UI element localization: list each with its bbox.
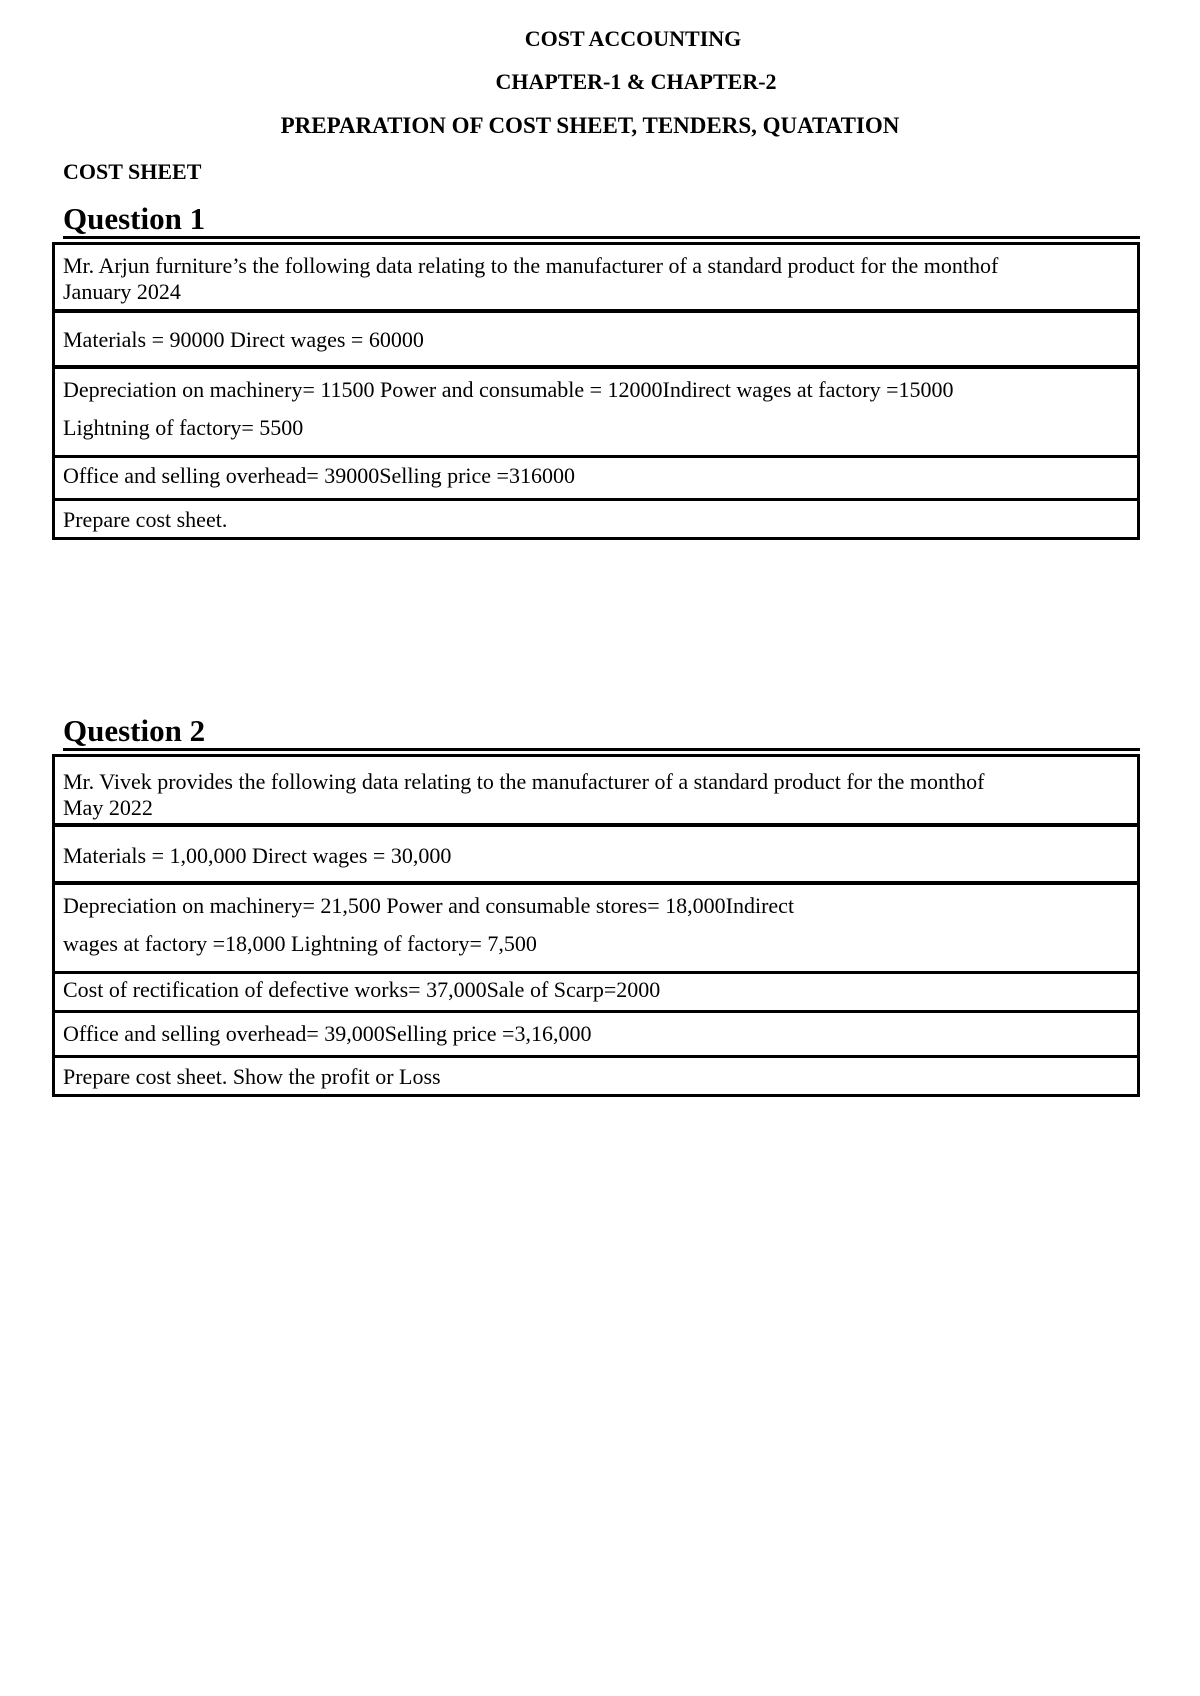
table-row xyxy=(55,501,1137,537)
cell-line: wages at factory =18,000 Lightning of factory= 7,500 xyxy=(63,931,537,956)
table-row xyxy=(55,245,1137,313)
table-row xyxy=(55,1058,1137,1094)
table-row xyxy=(55,369,1137,458)
cell-line: Mr. Arjun furniture’s the following data relating to the manufacturer of a standard product for the monthof xyxy=(63,253,999,278)
section-label: COST SHEET xyxy=(63,159,202,184)
table-row xyxy=(55,974,1137,1013)
cell-line: May 2022 xyxy=(63,795,153,820)
question-1-heading: Question 1 xyxy=(63,202,1140,239)
table-row xyxy=(55,313,1137,369)
topic-subtitle: PREPARATION OF COST SHEET, TENDERS, QUATATION xyxy=(280,113,900,138)
table-row xyxy=(55,1013,1137,1058)
cell-line: Lightning of factory= 5500 xyxy=(63,415,304,440)
cell-line: Depreciation on machinery= 21,500 Power and consumable stores= 18,000Indirect xyxy=(63,893,795,918)
cell-line: Mr. Vivek provides the following data relating to the manufacturer of a standard product for the monthof xyxy=(63,769,985,794)
cell-line: Prepare cost sheet. Show the profit or Loss xyxy=(63,1064,441,1089)
question-1-table xyxy=(52,242,1140,540)
cell-line: Prepare cost sheet. xyxy=(63,507,228,532)
cell-line: Office and selling overhead= 39,000Selling price =3,16,000 xyxy=(63,1021,592,1046)
table-row xyxy=(55,885,1137,974)
cell-line: Cost of rectification of defective works= 37,000Sale of Scarp=2000 xyxy=(63,977,661,1002)
table-row xyxy=(55,757,1137,827)
page-title: COST ACCOUNTING xyxy=(524,26,742,51)
table-row xyxy=(55,458,1137,501)
cell-line: Office and selling overhead= 39000Selling price =316000 xyxy=(63,463,575,488)
cell-line: January 2024 xyxy=(63,279,181,304)
cell-line: Materials = 90000 Direct wages = 60000 xyxy=(63,327,424,352)
cell-line: Materials = 1,00,000 Direct wages = 30,000 xyxy=(63,843,452,868)
table-row xyxy=(55,827,1137,885)
cell-line: Depreciation on machinery= 11500 Power and consumable = 12000Indirect wages at factory =15000 xyxy=(63,377,954,402)
document-content xyxy=(52,27,1140,1097)
question-2-heading: Question 2 xyxy=(63,714,1140,751)
question-2-table xyxy=(52,754,1140,1097)
chapter-subtitle: CHAPTER-1 & CHAPTER-2 xyxy=(495,69,777,94)
